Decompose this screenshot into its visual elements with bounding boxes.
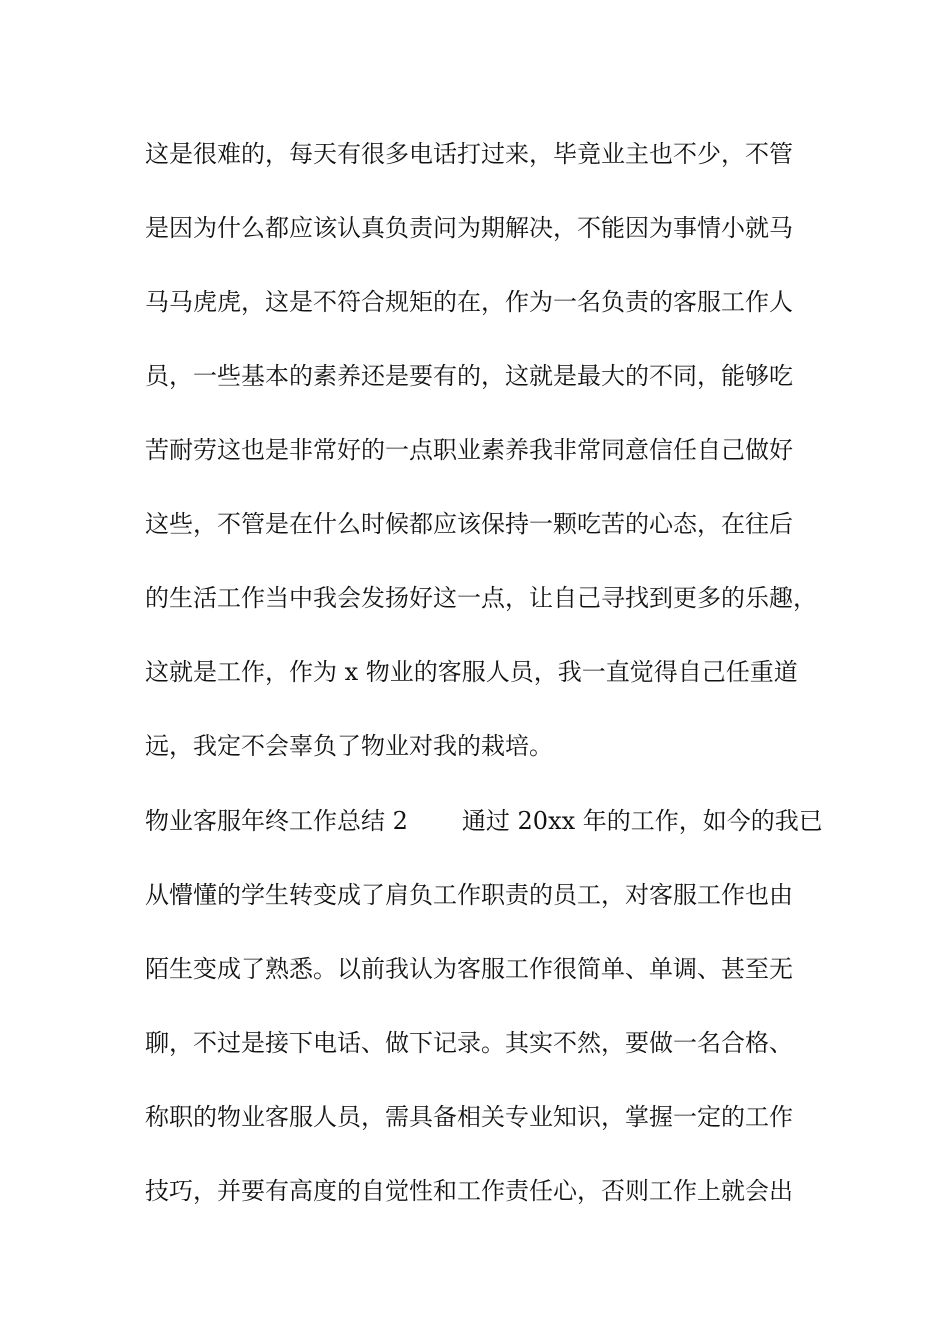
- section-first-line: 通过 20xx 年的工作，如今的我已: [461, 807, 823, 835]
- paragraph-line: 从懵懂的学生转变成了肩负工作职责的员工，对客服工作也由: [145, 881, 793, 909]
- paragraph-line: 马马虎虎，这是不符合规矩的在，作为一名负责的客服工作人: [145, 288, 793, 316]
- paragraph-line: 技巧，并要有高度的自觉性和工作责任心，否则工作上就会出: [145, 1177, 793, 1205]
- section-heading: 物业客服年终工作总结 2: [145, 807, 408, 835]
- paragraph-line: 苦耐劳这也是非常好的一点职业素养我非常同意信任自己做好: [145, 436, 793, 464]
- paragraph-line: 这是很难的，每天有很多电话打过来，毕竟业主也不少，不管: [145, 140, 793, 168]
- paragraph-line: 是因为什么都应该认真负责问为期解决，不能因为事情小就马: [145, 214, 793, 242]
- paragraph-line: 员，一些基本的素养还是要有的，这就是最大的不同，能够吃: [145, 362, 793, 390]
- paragraph-line: 这些，不管是在什么时候都应该保持一颗吃苦的心态，在往后: [145, 510, 793, 538]
- paragraph-line: 聊，不过是接下电话、做下记录。其实不然，要做一名合格、: [145, 1029, 793, 1057]
- paragraph-line: 远，我定不会辜负了物业对我的栽培。: [145, 732, 553, 760]
- paragraph-line: 陌生变成了熟悉。以前我认为客服工作很简单、单调、甚至无: [145, 955, 793, 983]
- paragraph-line: 的生活工作当中我会发扬好这一点，让自己寻找到更多的乐趣，: [145, 584, 817, 612]
- paragraph-line: 称职的物业客服人员，需具备相关专业知识，掌握一定的工作: [145, 1103, 793, 1131]
- section-heading-line: [145, 801, 845, 841]
- paragraph-line: 这就是工作，作为 x 物业的客服人员，我一直觉得自己任重道: [145, 658, 798, 686]
